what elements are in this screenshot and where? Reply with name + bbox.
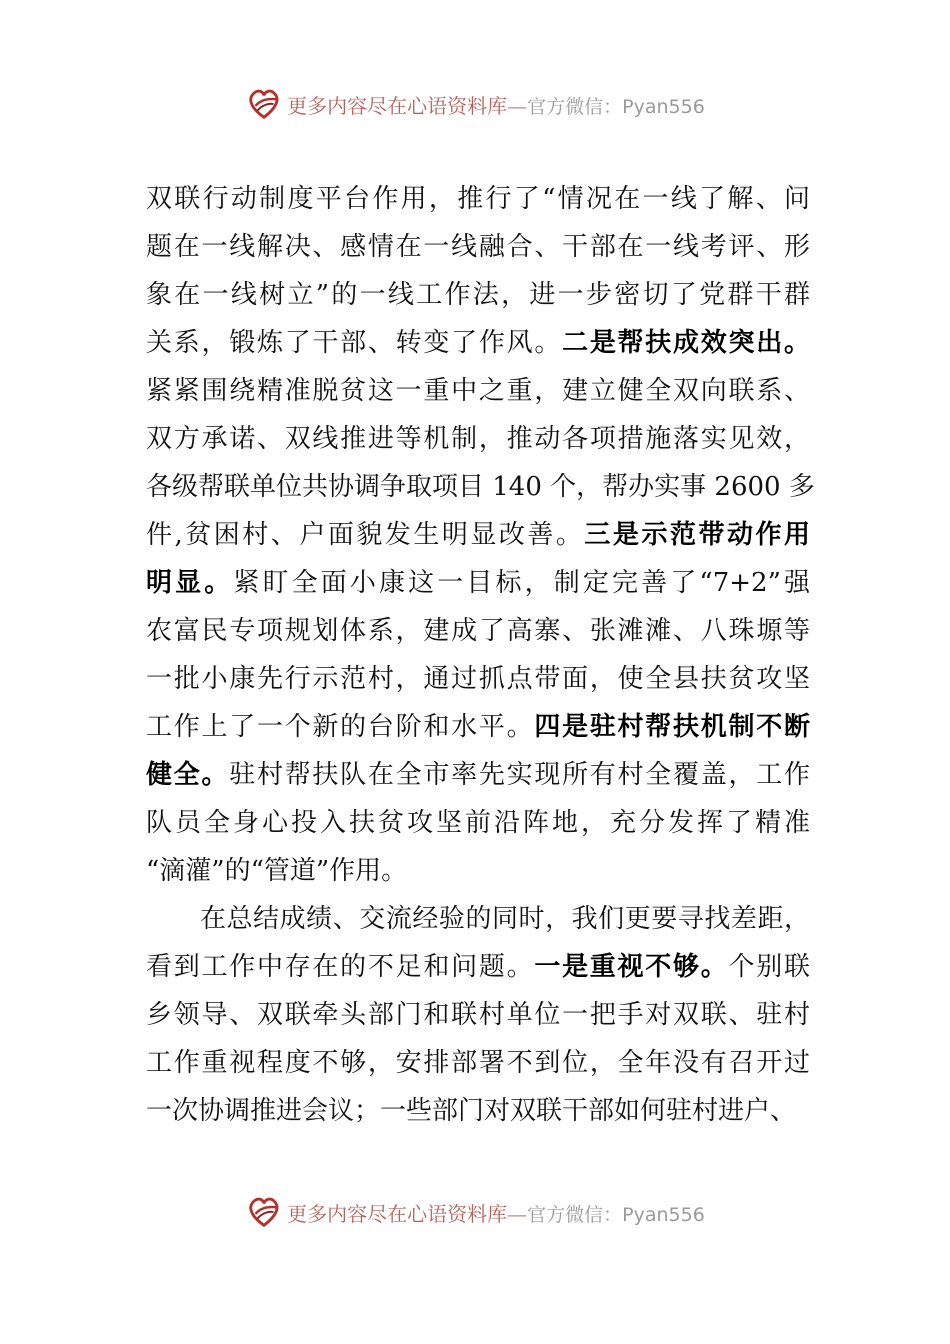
text-line: [146, 895, 810, 943]
heart-logo-icon: [245, 1193, 283, 1231]
text-line: [146, 1039, 810, 1087]
text-line: [146, 175, 810, 223]
text-line: [146, 751, 810, 799]
document-body: [146, 175, 815, 1135]
body-text: 题在一线解决、感情在一线融合、干部在一线考评、形: [146, 232, 810, 262]
body-text: 看到工作中存在的不足和问题。: [146, 952, 535, 982]
watermark-dash: —: [507, 93, 528, 118]
watermark-library-text: 更多内容尽在心语资料库: [287, 1201, 508, 1226]
footer-watermark-banner: [0, 1190, 950, 1234]
text-line: [146, 415, 810, 463]
bold-heading-text: 二是帮扶成效突出。: [562, 328, 810, 358]
text-line: [146, 991, 810, 1039]
body-text: 各级帮联单位共协调争取项目 140 个，帮办实事 2600 多: [146, 472, 815, 502]
text-line: [146, 1087, 810, 1135]
body-text: 驻村帮扶队在全市率先实现所有村全覆盖，工作: [229, 760, 810, 790]
watermark-library-text: 更多内容尽在心语资料库: [287, 93, 508, 118]
watermark-text: [287, 90, 705, 119]
body-text: 双方承诺、双线推进等机制，推动各项措施落实见效，: [146, 424, 810, 454]
bold-heading-text: 三是示范带动作用: [584, 520, 810, 550]
text-line: [146, 799, 810, 847]
bold-heading-text: 健全。: [146, 760, 230, 790]
body-text: 双联行动制度平台作用，推行了“情况在一线了解、问: [146, 184, 810, 214]
body-text: 个别联: [728, 952, 810, 982]
text-line: [146, 943, 810, 991]
watermark-wechat-text: 官方微信：Pyan556: [527, 1203, 705, 1226]
body-text: 队员全身心投入扶贫攻坚前沿阵地，充分发挥了精准: [146, 808, 810, 838]
body-text: 象在一线树立”的一线工作法，进一步密切了党群干群: [146, 280, 810, 310]
text-line: [146, 703, 810, 751]
body-text: 乡领导、双联牵头部门和联村单位一把手对双联、驻村: [146, 1000, 810, 1030]
watermark-text: [287, 1198, 705, 1227]
text-line: [146, 463, 815, 511]
text-line: [146, 607, 810, 655]
text-line: [146, 367, 810, 415]
body-text: 关系，锻炼了干部、转变了作风。: [146, 328, 563, 358]
body-text: 在总结成绩、交流经验的同时，我们更要寻找差距，: [200, 904, 810, 934]
body-text: 工作重视程度不够，安排部署不到位，全年没有召开过: [146, 1048, 810, 1078]
body-text: 一次协调推进会议；一些部门对双联干部如何驻村进户、: [146, 1096, 797, 1126]
watermark-dash: —: [507, 1201, 528, 1226]
body-text: 工作上了一个新的台阶和水平。: [146, 712, 535, 742]
text-line: [146, 559, 810, 607]
header-watermark-banner: [0, 82, 950, 126]
bold-heading-text: 明显。: [146, 568, 234, 598]
bold-heading-text: 一是重视不够。: [534, 952, 729, 982]
body-text: 紧盯全面小康这一目标，制定完善了“7+2”强: [233, 568, 810, 598]
text-line: [146, 511, 810, 559]
text-line: [146, 847, 810, 895]
bold-heading-text: 四是驻村帮扶机制不断: [534, 712, 810, 742]
watermark-wechat-text: 官方微信：Pyan556: [527, 95, 705, 118]
text-line: [146, 223, 810, 271]
body-text: 农富民专项规划体系，建成了高寨、张滩滩、八珠塬等: [146, 616, 810, 646]
body-text: “滴灌”的“管道”作用。: [146, 856, 408, 886]
body-text: 件,贫困村、户面貌发生明显改善。: [146, 520, 585, 550]
body-text: 紧紧围绕精准脱贫这一重中之重，建立健全双向联系、: [146, 376, 810, 406]
heart-logo-icon: [245, 85, 283, 123]
text-line: [146, 655, 810, 703]
text-line: [146, 319, 810, 367]
text-line: [146, 271, 810, 319]
body-text: 一批小康先行示范村，通过抓点带面，使全县扶贫攻坚: [146, 664, 810, 694]
